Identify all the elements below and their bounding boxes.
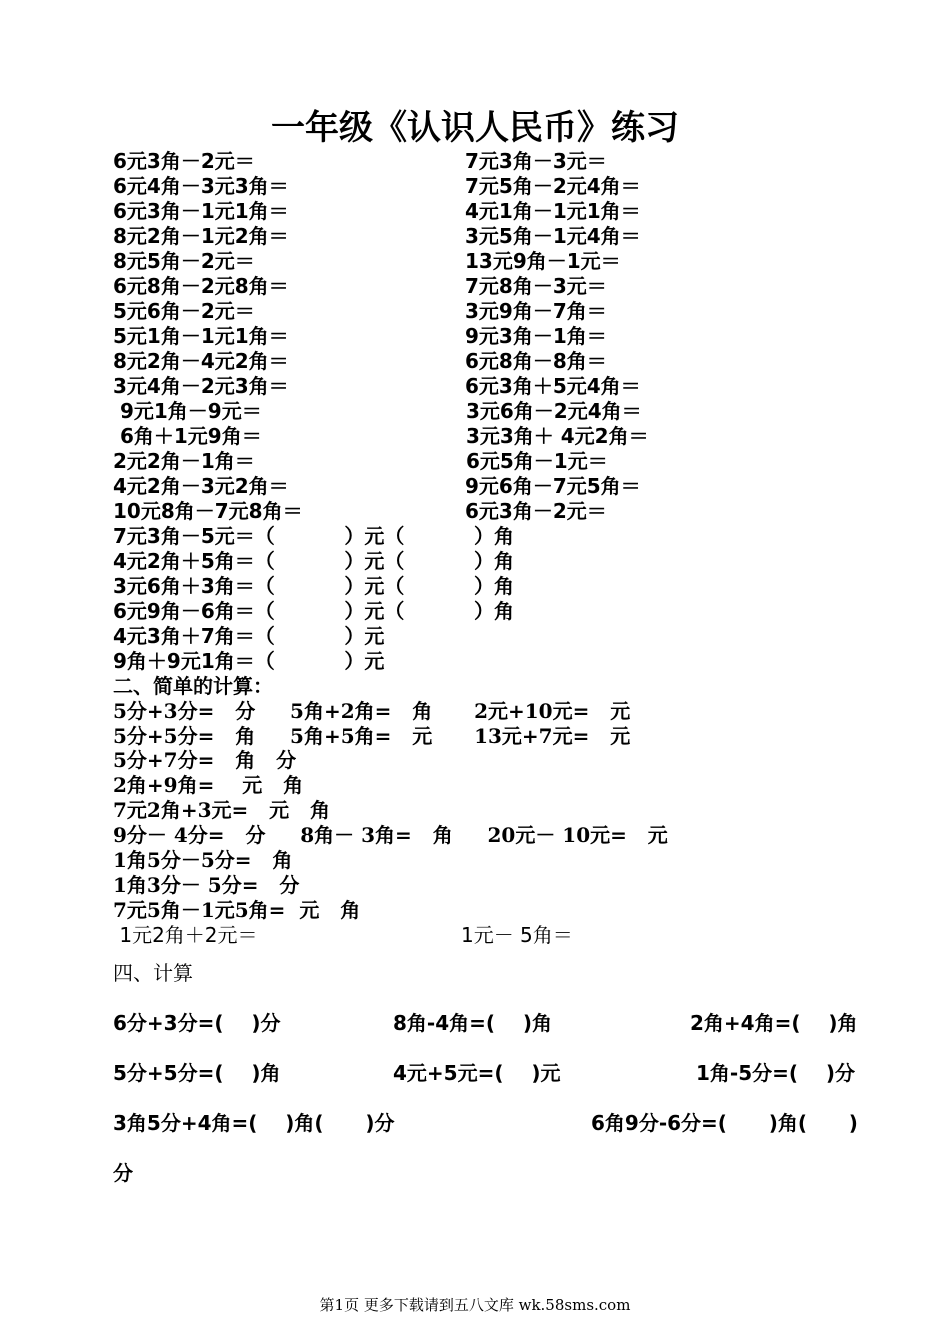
exercise-left: 6角＋1元9角＝ bbox=[113, 424, 262, 448]
exercise-right: 6元3角＋5元4角＝ bbox=[465, 374, 641, 398]
exercise-right: 6元3角－2元＝ bbox=[465, 499, 607, 523]
calc-row: 2角+9角= 元 角 bbox=[113, 773, 304, 797]
fill-blank-row: 7元3角－5元＝（ ）元（ ）角 bbox=[113, 524, 515, 548]
calc-row: 7元2角+3元= 元 角 bbox=[113, 798, 331, 822]
exercise-left: 6元4角－3元3角＝ bbox=[113, 174, 289, 198]
fill-blank-row: 6元9角－6角＝（ ）元（ ）角 bbox=[113, 599, 515, 623]
exercise-right: 3元6角－2元4角＝ bbox=[459, 399, 642, 423]
section4-heading: 四、计算 bbox=[113, 961, 193, 985]
exercise-left: 8元5角－2元＝ bbox=[113, 249, 255, 273]
exercise-left: 8元2角－4元2角＝ bbox=[113, 349, 289, 373]
exercise-right: 3元9角－7角＝ bbox=[465, 299, 607, 323]
calc-item: 6角9分-6分=( )角( ) bbox=[591, 1111, 858, 1135]
page-title: 一年级《认识人民币》练习 bbox=[271, 108, 679, 148]
calc-row: 5分+7分= 角 分 bbox=[113, 748, 297, 772]
exercise-right: 6元5角－1元＝ bbox=[459, 449, 608, 473]
exercise-right: 4元1角－1元1角＝ bbox=[465, 199, 641, 223]
calc-row: 9分－ 4分= 分 8角－ 3角= 角 20元－ 10元= 元 bbox=[113, 823, 668, 847]
fill-blank-row: 3元6角＋3角＝（ ）元（ ）角 bbox=[113, 574, 515, 598]
exercise-right: 9元3角－1角＝ bbox=[465, 324, 607, 348]
exercise-right: 7元8角－3元＝ bbox=[465, 274, 607, 298]
exercise-right: 3元5角－1元4角＝ bbox=[465, 224, 641, 248]
calc-row: 1元2角＋2元＝ 1元－ 5角＝ bbox=[113, 923, 573, 947]
exercise-right: 7元3角－3元＝ bbox=[465, 149, 607, 173]
calc-item: 3角5分+4角=( )角( )分 bbox=[113, 1111, 395, 1135]
page-footer: 第1页 更多下载请到五八文库 wk.58sms.com bbox=[319, 1296, 631, 1314]
calc-item: 2角+4角=( )角 bbox=[690, 1011, 858, 1035]
calc-item: 6分+3分=( )分 bbox=[113, 1011, 281, 1035]
exercise-left: 9元1角－9元＝ bbox=[113, 399, 262, 423]
exercise-left: 3元4角－2元3角＝ bbox=[113, 374, 289, 398]
fill-blank-row: 4元3角＋7角＝（ ）元 bbox=[113, 624, 385, 648]
calc-item: 5分+5分=( )角 bbox=[113, 1061, 281, 1085]
exercise-left: 8元2角－1元2角＝ bbox=[113, 224, 289, 248]
calc-item: 8角-4角=( )角 bbox=[393, 1011, 553, 1035]
section2-heading: 二、简单的计算： bbox=[113, 674, 273, 698]
exercise-left: 5元1角－1元1角＝ bbox=[113, 324, 289, 348]
exercise-left: 4元2角－3元2角＝ bbox=[113, 474, 289, 498]
exercise-right: 13元9角－1元＝ bbox=[465, 249, 621, 273]
calc-row: 5分+3分= 分 5角+2角= 角 2元+10元= 元 bbox=[113, 699, 631, 723]
calc-row: 1角3分－ 5分= 分 bbox=[113, 873, 300, 897]
exercise-left: 5元6角－2元＝ bbox=[113, 299, 255, 323]
exercise-left: 6元8角－2元8角＝ bbox=[113, 274, 289, 298]
exercise-right: 6元8角－8角＝ bbox=[465, 349, 607, 373]
exercise-left: 2元2角－1角＝ bbox=[113, 449, 255, 473]
calc-item: 4元+5元=( )元 bbox=[393, 1061, 561, 1085]
exercise-left: 10元8角－7元8角＝ bbox=[113, 499, 303, 523]
calc-row: 1角5分－5分= 角 bbox=[113, 848, 293, 872]
exercise-right: 7元5角－2元4角＝ bbox=[465, 174, 641, 198]
exercise-left: 6元3角－2元＝ bbox=[113, 149, 255, 173]
exercise-left: 6元3角－1元1角＝ bbox=[113, 199, 289, 223]
fill-blank-row: 4元2角＋5角＝（ ）元（ ）角 bbox=[113, 549, 515, 573]
fill-blank-row: 9角＋9元1角＝（ ）元 bbox=[113, 649, 385, 673]
exercise-right: 3元3角＋ 4元2角＝ bbox=[459, 424, 649, 448]
calc-item: 分 bbox=[113, 1161, 133, 1185]
calc-row: 7元5角－1元5角= 元 角 bbox=[113, 898, 361, 922]
calc-item: 1角-5分=( )分 bbox=[696, 1061, 856, 1085]
calc-row: 5分+5分= 角 5角+5角= 元 13元+7元= 元 bbox=[113, 724, 631, 748]
exercise-right: 9元6角－7元5角＝ bbox=[465, 474, 641, 498]
